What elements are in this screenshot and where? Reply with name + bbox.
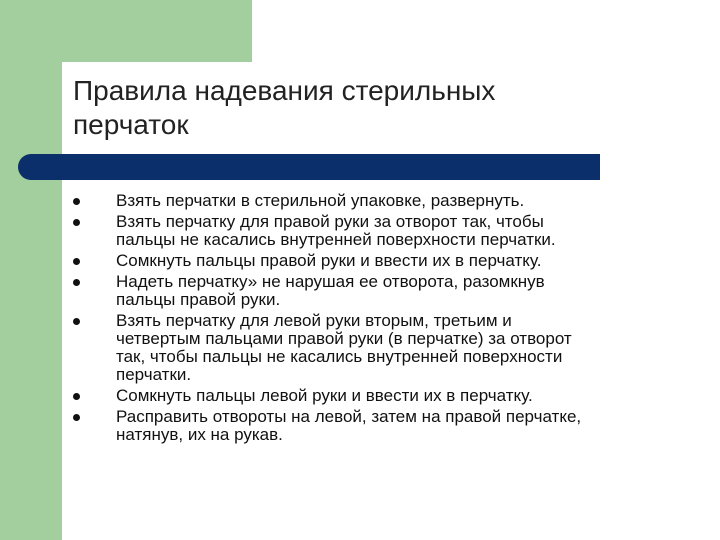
list-item [73,252,693,270]
title-divider-bar [18,154,600,180]
bullet-text: Взять перчатки в стерильной упаковке, развернуть. [116,191,525,210]
bullet-list [73,192,693,444]
bullet-text: Сомкнуть пальцы левой руки и ввести их в перчатку. [116,386,533,405]
bullet-text: Надеть перчатку» не нарушая ее отворота, разомкнув пальцы правой руки. [116,272,545,309]
list-item [73,387,693,405]
bullet-text: Взять перчатку для правой руки за отворот так, чтобы пальцы не касались внутренней поверхности перчатки. [116,212,556,249]
list-item [73,408,693,444]
list-item [73,312,693,384]
bullet-dot-icon [73,279,80,286]
bullet-dot-icon [73,198,80,205]
bullet-dot-icon [73,393,80,400]
bullet-text: Расправить отвороты на левой, затем на правой перчатке, натянув, их на рукав. [116,407,582,444]
bullet-dot-icon [73,258,80,265]
bullet-dot-icon [73,318,80,325]
bullet-dot-icon [73,414,80,421]
bullet-dot-icon [73,219,80,226]
list-item [73,273,693,309]
list-item [73,192,693,210]
slide-title-line-2: перчаток [73,109,189,140]
slide-title-line-1: Правила надевания стерильных [73,75,496,106]
list-item [73,213,693,249]
bullet-text: Взять перчатку для левой руки вторым, третьим и четвертым пальцами правой руки (в перчатке) за отворот так, чтобы пальцы не касались внутренней поверхности перчатки. [116,311,572,384]
bullet-text: Сомкнуть пальцы правой руки и ввести их в перчатку. [116,251,542,270]
decor-green-left [0,0,62,540]
slide-title [73,74,673,142]
